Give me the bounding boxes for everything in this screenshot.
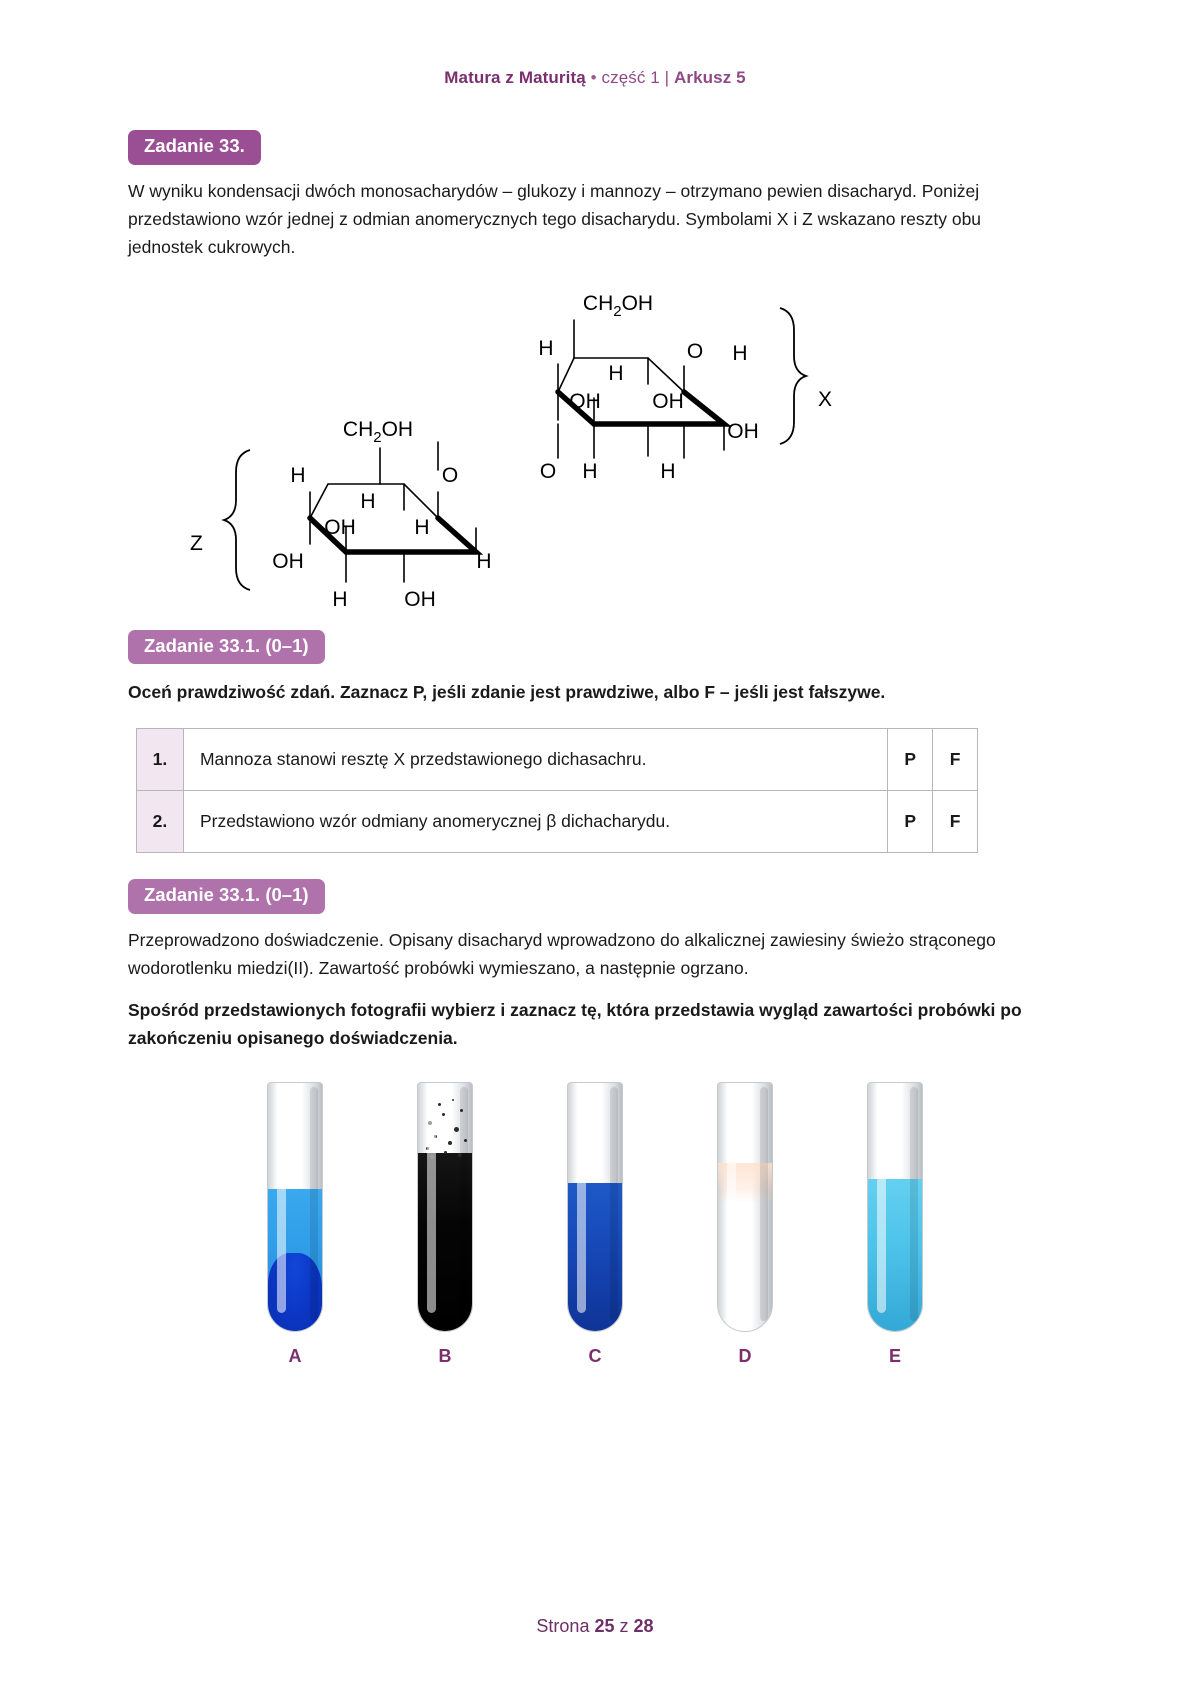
task-33-2-pill: Zadanie 33.1. (0–1) [128,879,325,914]
label-oh-top-right: OH [727,419,759,443]
option-label-b: B [438,1346,452,1367]
label-h-bottom-ring-left: H [290,463,306,487]
footer-prefix: Strona [536,1616,590,1636]
label-oh-bottom-ring-far-left: OH [272,549,304,573]
row-option-p[interactable]: P [888,791,933,853]
label-ch2oh-top: $CH_2OH$ [582,291,654,320]
table-row [137,791,978,853]
row-statement: Przedstawiono wzór odmiany anomerycznej β dichacharydu. [183,791,887,853]
footer-total-pages: 28 [633,1616,654,1636]
brace-z [224,450,250,590]
label-h-top-mid: H [608,361,624,385]
label-oh-top-left: OH [569,389,601,413]
probowka-a[interactable] [267,1082,323,1332]
label-h-bottom-right-top-ring: H [660,459,676,483]
option-e[interactable] [849,1082,941,1367]
label-z: Z [190,531,203,555]
brand-title: Matura z Maturitą [444,68,586,87]
header-part: część 1 [601,68,660,87]
label-h-bottom-ring-under: H [332,587,348,611]
header-dot: • [590,68,597,87]
header-sheet: Arkusz 5 [674,68,746,87]
glass-shadow [910,1087,918,1321]
glass-highlight [877,1089,886,1313]
glass-highlight [277,1089,286,1313]
row-option-f[interactable]: F [933,791,978,853]
label-x: X [818,387,833,411]
brace-x [780,308,806,444]
probowka-c[interactable] [567,1082,623,1332]
option-a[interactable] [249,1082,341,1367]
label-h-top-left: H [538,336,554,360]
label-o-ring-top: O [686,339,704,363]
label-oh-top-mid: OH [652,389,684,413]
option-c[interactable] [549,1082,641,1367]
label-h-bottom-ring-mid: H [360,489,376,513]
task-33-1-instruction: Oceń prawdziwość zdań. Zaznacz P, jeśli zdanie jest prawdziwe, albo F – jeśli jest fałszywe. [128,682,886,703]
page-header [128,0,1062,88]
header-pipe: | [664,68,670,87]
task-33-pill: Zadanie 33. [128,130,261,165]
row-statement: Mannoza stanowi resztę X przedstawionego dichasachru. [183,729,887,791]
glass-highlight [427,1089,436,1313]
task-33-1-block [128,630,1062,854]
row-option-f[interactable]: F [933,729,978,791]
label-oh-bottom-ring-left: OH [324,515,356,539]
option-b[interactable] [399,1082,491,1367]
task-33-2-block [128,879,1062,1367]
glass-highlight [577,1089,586,1313]
label-o-glycosidic: O [539,459,557,483]
row-number: 1. [137,729,184,791]
task-33-paragraph: W wyniku kondensacji dwóch monosacharydów – glukozy i mannozy – otrzymano pewien disacharyd. Poniżej przedstawiono wzór jednej z odmian anomerycznych tego disacharydu. Symbolami X i Z wskazano reszty obu jednostek cukrowych. [128,180,982,258]
footer-current-page: 25 [594,1616,615,1636]
table-row [137,729,978,791]
footer-middle: z [619,1616,629,1636]
true-false-table [136,728,978,853]
probowka-e[interactable] [867,1082,923,1332]
glass-shadow [310,1087,318,1321]
task-33-block [128,130,1062,262]
glass-shadow [460,1087,468,1321]
task-33-1-pill: Zadanie 33.1. (0–1) [128,630,325,665]
task-33-2-instruction: Spośród przedstawionych fotografii wybierz i zaznacz tę, która przedstawia wygląd zawartości probówki po zakończeniu opisanego doświadczenia. [128,1000,1022,1049]
option-label-c: C [588,1346,602,1367]
disaccharide-structure-figure [128,280,1062,630]
probowka-b[interactable] [417,1082,473,1332]
row-number: 2. [137,791,184,853]
label-h-bottom-ring-far-right: H [476,549,492,573]
option-label-a: A [288,1346,302,1367]
task-33-2-paragraph: Przeprowadzono doświadczenie. Opisany disacharyd wprowadzono do alkalicznej zawiesiny świeżo strąconego wodorotlenku miedzi(II). Zawartość probówki wymieszano, a następnie ogrzano. [128,929,996,978]
probowka-d[interactable] [717,1082,773,1332]
glass-shadow [760,1087,768,1321]
test-tube-options [128,1082,1062,1367]
label-h-bottom-ring-right: H [414,515,430,539]
label-ch2oh-bottom: $CH_2OH$ [342,417,414,446]
option-label-e: E [888,1346,901,1367]
row-option-p[interactable]: P [888,729,933,791]
glass-highlight [727,1089,736,1313]
label-h-top-right: H [732,341,748,365]
label-h-bottom-left-top-ring: H [582,459,598,483]
option-d[interactable] [699,1082,791,1367]
glass-shadow [610,1087,618,1321]
label-o-ring-bottom: O [441,463,459,487]
page-footer [0,1616,1190,1637]
label-oh-bottom-ring-under: OH [404,587,436,611]
option-label-d: D [738,1346,752,1367]
disaccharide-structure-svg [128,280,1062,630]
